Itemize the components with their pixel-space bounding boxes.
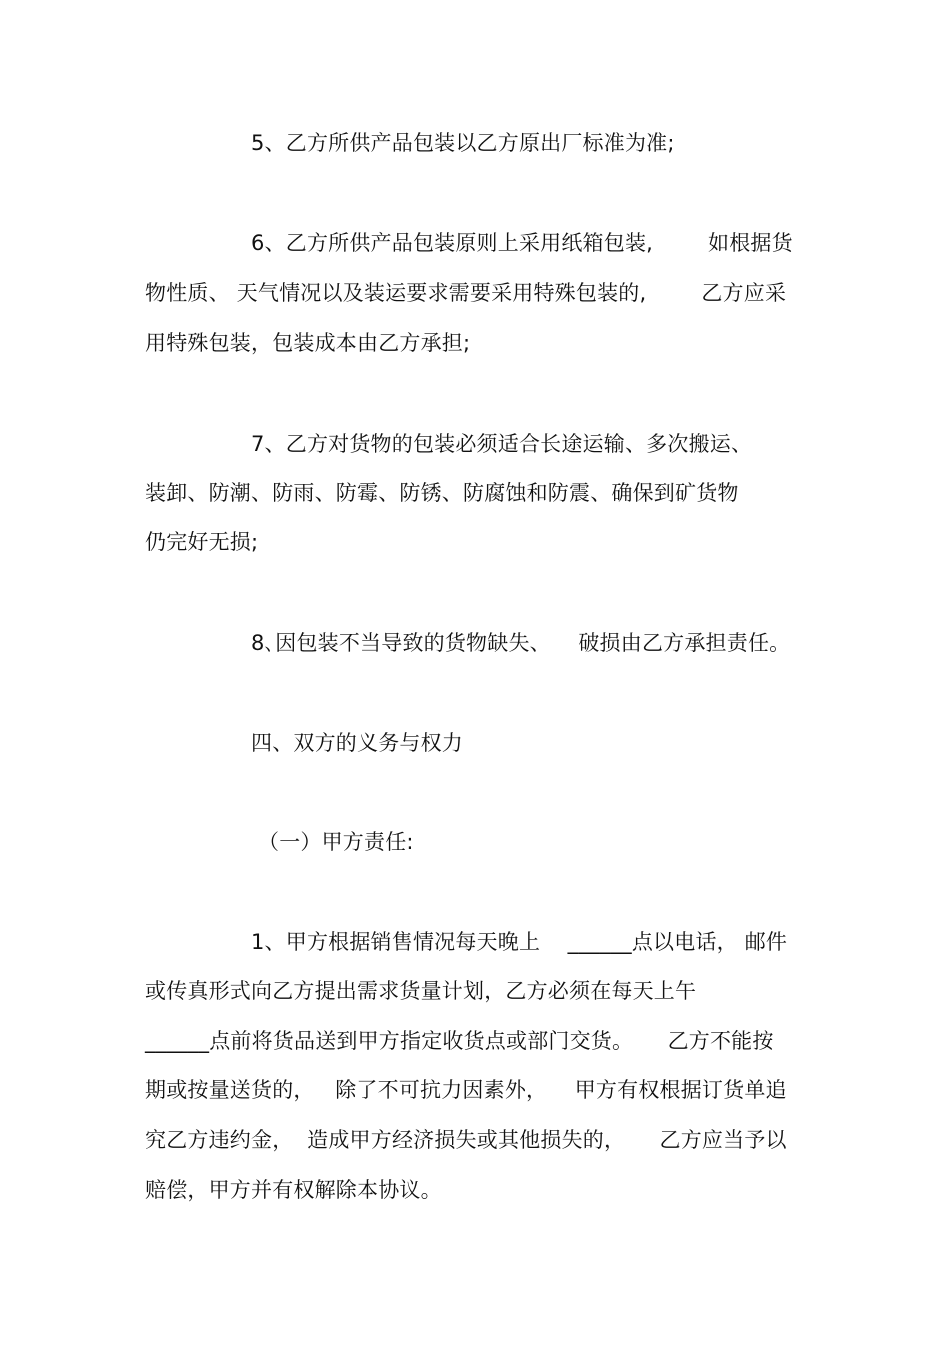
clause-1-line-6: 赔偿，甲方并有权解除本协议。 — [145, 1178, 442, 1202]
clause-1-line-5: 究乙方违约金， 造成甲方经济损失或其他损失的， 乙方应当予以 — [145, 1128, 787, 1152]
section-4-heading: 四、双方的义务与权力 — [251, 731, 463, 755]
subsection-1-heading: （一）甲方责任: — [258, 830, 414, 854]
item-5-line-1: 5、乙方所供产品包装以乙方原出厂标准为准; — [251, 131, 675, 155]
clause-1-line-1: 1、甲方根据销售情况每天晚上 ______点以电话， 邮件 — [251, 930, 788, 954]
item-6-line-2: 物性质、 天气情况以及装运要求需要采用特殊包装的, 乙方应采 — [145, 281, 787, 305]
clause-1-line-2: 或传真形式向乙方提出需求货量计划，乙方必须在每天上午 — [145, 979, 697, 1003]
item-7-line-1: 7、乙方对货物的包装必须适合长途运输、多次搬运、 — [251, 432, 753, 456]
item-7-line-2: 装卸、防潮、防雨、防霉、防锈、防腐蚀和防震、确保到矿货物 — [145, 481, 739, 505]
item-7-line-3: 仍完好无损; — [145, 530, 259, 554]
item-6-line-1: 6、乙方所供产品包装原则上采用纸箱包装, 如根据货 — [251, 231, 793, 255]
clause-1-line-3: ______点前将货品送到甲方指定收货点或部门交货。 乙方不能按 — [145, 1029, 774, 1053]
clause-1-line-4: 期或按量送货的， 除了不可抗力因素外， 甲方有权根据订货单追 — [145, 1078, 787, 1102]
item-8-line-1: 8､因包装不当导致的货物缺失、 破损由乙方承担责任。 — [251, 631, 791, 655]
item-6-line-3: 用特殊包装，包装成本由乙方承担; — [145, 331, 471, 355]
